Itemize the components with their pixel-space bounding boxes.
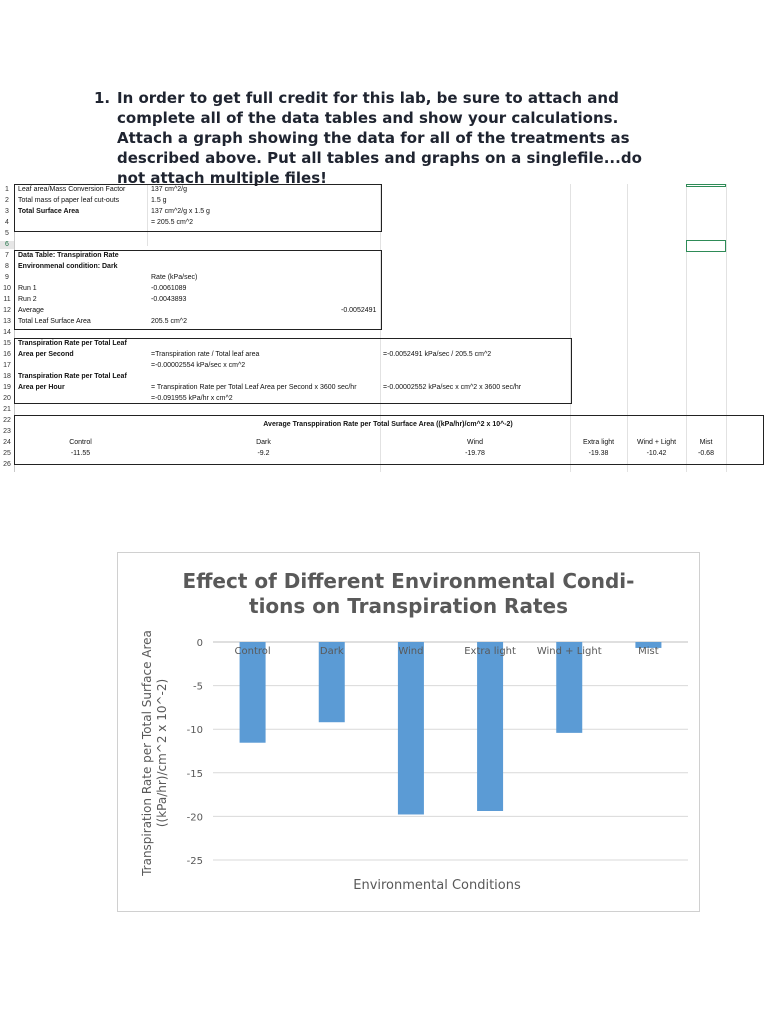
cell[interactable]: Run 2 <box>18 296 37 303</box>
cell[interactable]: -10.42 <box>646 450 667 457</box>
cell[interactable]: =-0.00002554 kPa/sec x cm^2 <box>151 362 246 369</box>
cell[interactable]: 205.5 cm^2 <box>151 318 187 325</box>
sheet-row <box>0 417 768 428</box>
cell[interactable]: Control <box>69 439 92 446</box>
row-number: 16 <box>3 351 11 358</box>
sheet-row <box>0 274 768 282</box>
cell[interactable]: Area per Hour <box>18 384 65 391</box>
row-number: 11 <box>3 296 11 303</box>
sheet-row <box>0 186 768 194</box>
sheet-row <box>0 329 768 337</box>
row-number: 6 <box>0 241 14 249</box>
cell[interactable]: Total mass of paper leaf cut-outs <box>18 197 120 204</box>
cell[interactable]: -0.0043893 <box>151 296 187 303</box>
instruction-line: complete all of the data tables and show your calculations. <box>117 109 619 127</box>
cell[interactable]: Leaf area/Mass Conversion Factor <box>18 186 126 193</box>
sheet-row <box>0 307 768 315</box>
sheet-row <box>0 208 768 216</box>
y-tick-label: -25 <box>186 856 203 867</box>
row-number: 2 <box>5 197 9 204</box>
bar-chart[interactable] <box>117 552 700 912</box>
instruction-number: 1. <box>94 89 111 107</box>
sheet-row <box>0 197 768 205</box>
x-axis-title: Environmental Conditions <box>353 878 521 893</box>
row-number: 20 <box>3 395 11 402</box>
cell[interactable]: -19.38 <box>588 450 609 457</box>
cell[interactable]: =-0.091955 kPa/hr x cm^2 <box>151 395 233 402</box>
cell[interactable]: =-0.00002552 kPa/sec x cm^2 x 3600 sec/hr <box>383 384 522 391</box>
cell[interactable]: Area per Second <box>18 351 74 358</box>
row-number: 19 <box>3 384 11 391</box>
row-number: 10 <box>3 285 11 292</box>
row-number: 7 <box>5 252 9 259</box>
cell[interactable]: -0.68 <box>698 450 714 457</box>
row-number: 8 <box>5 263 9 270</box>
chart-plot <box>118 553 699 911</box>
cell[interactable]: -0.0052491 <box>341 307 377 314</box>
cell[interactable]: -11.55 <box>70 450 91 457</box>
y-tick-label: 0 <box>196 638 203 649</box>
row-number: 9 <box>5 274 9 281</box>
row-number: 21 <box>3 406 11 413</box>
row-number: 4 <box>5 219 9 226</box>
cell[interactable]: Transpiration Rate per Total Leaf <box>18 373 127 380</box>
cell[interactable]: 1.5 g <box>151 197 167 204</box>
cell[interactable]: Total Leaf Surface Area <box>18 318 91 325</box>
x-tick-label: Wind <box>398 646 424 657</box>
instruction-line: Attach a graph showing the data for all of the treatments as <box>117 129 630 147</box>
chart-title-line: Effect of Different Environmental Condi- <box>182 569 635 593</box>
y-axis-title: Transpiration Rate per Total Surface Area <box>140 630 154 876</box>
sheet-row <box>0 219 768 227</box>
sheet-row <box>0 384 768 392</box>
cell[interactable]: Dark <box>256 439 271 446</box>
cell[interactable]: Average <box>18 307 44 314</box>
sheet-row <box>0 296 768 304</box>
row-number: 17 <box>3 362 11 369</box>
cell[interactable]: =Transpiration rate / Total leaf area <box>151 351 260 358</box>
instructions <box>94 88 654 188</box>
row-number: 3 <box>5 208 9 215</box>
sheet-row <box>0 351 768 359</box>
cell[interactable]: Total Surface Area <box>18 208 80 215</box>
sheet-row <box>0 362 768 370</box>
cell[interactable]: Average Transppiration Rate per Total Surface Area ((kPa/hr)/cm^2 x 10^-2) <box>263 421 513 428</box>
cell[interactable]: Transpiration Rate per Total Leaf <box>18 340 127 347</box>
instruction-line: not attach multiple files! <box>117 169 327 187</box>
sheet-row <box>0 450 768 458</box>
sheet-row <box>0 373 768 381</box>
sheet-row <box>0 428 768 436</box>
y-tick-label: -20 <box>186 812 203 824</box>
cell[interactable]: Wind <box>467 439 483 446</box>
instruction-line: described above. Put all tables and graphs on a singlefile...do <box>117 149 642 167</box>
bar[interactable] <box>477 642 503 811</box>
sheet-row <box>0 318 768 326</box>
row-number: 14 <box>3 329 11 336</box>
sheet-row <box>0 241 768 249</box>
row-number: 5 <box>5 230 9 237</box>
sheet-row <box>0 263 768 271</box>
sheet-row <box>0 285 768 293</box>
cell[interactable]: Data Table: Transpiration Rate <box>18 252 119 259</box>
bar[interactable] <box>240 642 266 743</box>
row-number: 15 <box>3 340 11 347</box>
y-tick-label: -10 <box>186 725 203 737</box>
cell[interactable]: -19.78 <box>465 450 485 457</box>
cell[interactable]: =-0.0052491 kPa/sec / 205.5 cm^2 <box>383 351 492 358</box>
y-tick-label: -5 <box>193 681 203 693</box>
spreadsheet <box>0 184 768 472</box>
row-number: 13 <box>3 318 11 325</box>
x-tick-label: Control <box>234 646 271 657</box>
cell[interactable]: Run 1 <box>18 285 37 292</box>
sheet-row <box>0 461 768 469</box>
row-number: 1 <box>5 186 9 193</box>
cell[interactable]: = 205.5 cm^2 <box>151 219 194 226</box>
sheet-row <box>0 252 768 260</box>
y-tick-label: -15 <box>186 768 203 780</box>
chart-title-line: tions on Transpiration Rates <box>249 594 568 618</box>
sheet-row <box>0 406 768 414</box>
row-number: 25 <box>3 450 11 457</box>
x-tick-label: Mist <box>638 646 659 657</box>
sheet-row <box>0 340 768 348</box>
sheet-row <box>0 230 768 238</box>
cell[interactable]: Extra light <box>582 439 615 446</box>
cell[interactable]: Rate (kPa/sec) <box>151 274 198 281</box>
cell[interactable]: 137 cm^2/g x 1.5 g <box>151 208 210 215</box>
x-tick-label: Dark <box>319 646 344 657</box>
bar[interactable] <box>398 642 424 814</box>
row-number: 23 <box>3 428 11 435</box>
cell[interactable]: 137 cm^2/g <box>151 186 187 193</box>
y-axis-title: ((kPa/hr)/cm^2 x 10^-2) <box>155 678 169 828</box>
cell[interactable]: -0.0061089 <box>151 285 187 292</box>
sheet-row <box>0 395 768 403</box>
sheet-row <box>0 439 768 447</box>
cell[interactable]: = Transpiration Rate per Total Leaf Area per Second x 3600 sec/hr <box>151 384 357 391</box>
x-tick-label: Wind + Light <box>536 646 602 657</box>
row-number: 22 <box>3 417 11 424</box>
cell[interactable]: -9.2 <box>257 450 270 457</box>
row-number: 26 <box>3 461 11 468</box>
row-number: 18 <box>3 373 11 380</box>
instruction-line: In order to get full credit for this lab, be sure to attach and <box>117 89 619 107</box>
x-tick-label: Extra light <box>464 646 516 657</box>
cell[interactable]: Environmenal condition: Dark <box>18 263 118 270</box>
cell[interactable]: Mist <box>699 439 713 446</box>
row-number: 24 <box>3 439 11 446</box>
cell[interactable]: Wind + Light <box>636 439 677 446</box>
row-number: 12 <box>3 307 11 314</box>
